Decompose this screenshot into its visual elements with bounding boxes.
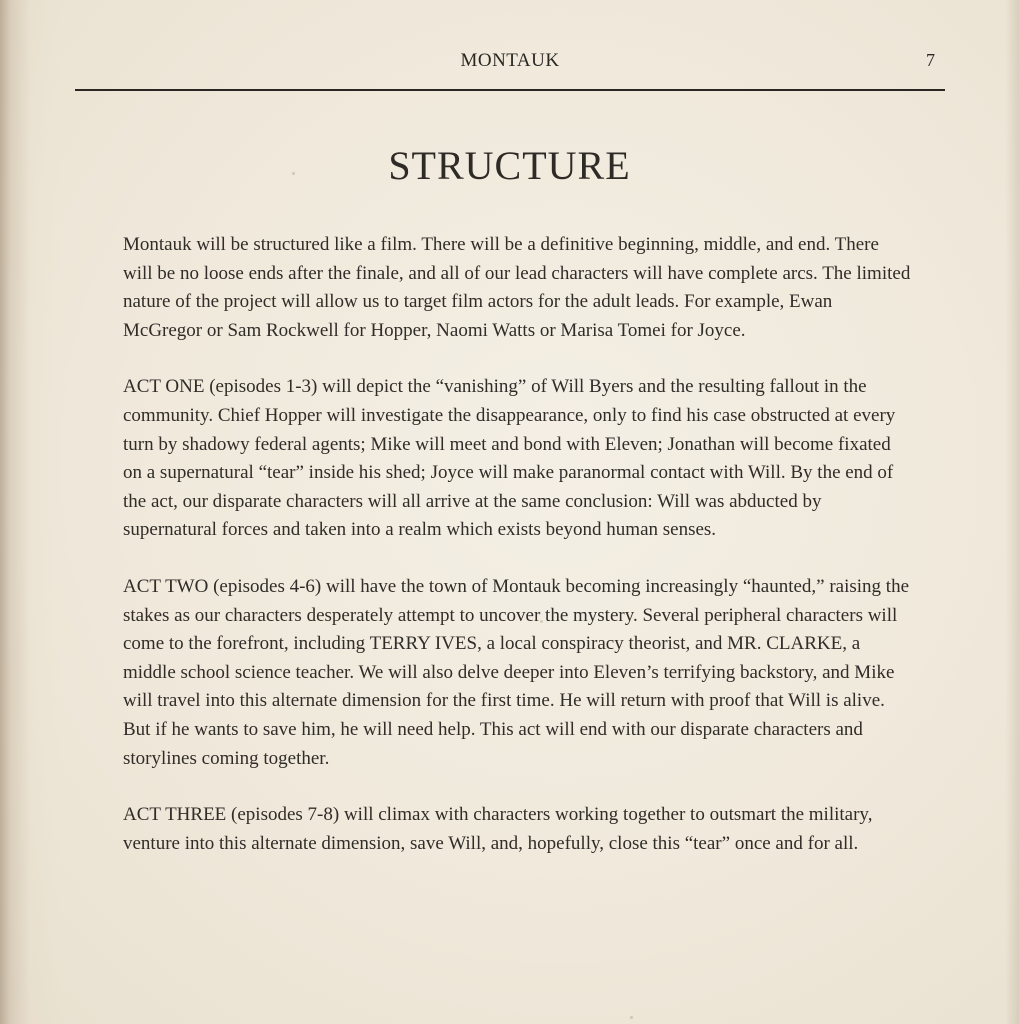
paragraph-act-three: ACT THREE (episodes 7-8) will climax with characters working together to outsmart the military, venture into this alternate dimension, save Will, and, hopefully, close this “tear” once and for all. <box>123 804 873 854</box>
paragraph-act-two: ACT TWO (episodes 4-6) will have the town of Montauk becoming increasingly “haunted,” raising the stakes as our characters desperately attempt to uncover the mystery. Several peripheral characters will come to the forefront, including TERRY IVES, a local conspiracy theorist, and MR. CLARKE, a middle school science teacher. We will also delve deeper into Eleven’s terrifying backstory, and Mike will travel into this alternate dimension for the first time. He will return with proof that Will is alive. But if he wants to save him, he will need help. This act will end with our disparate characters and storylines coming together. <box>123 575 910 769</box>
paragraph-act-one: ACT ONE (episodes 1-3) will depict the “vanishing” of Will Byers and the resulting fallout in the community. Chief Hopper will investigate the disappearance, only to find his case obstructed at every turn by shadowy federal agents; Mike will meet and bond with Eleven; Jonathan will become fixated on a supernatural “tear” inside his shed; Joyce will make paranormal contact with Will. By the end of the act, our disparate characters will all arrive at the same conclusion: Will was abducted by supernatural forces and taken into a realm which exists beyond human senses. <box>123 376 896 541</box>
header-rule <box>75 89 945 91</box>
paragraph-intro: Montauk will be structured like a film. There will be a definitive beginning, middle, and end. There will be no loose ends after the finale, and all of our lead characters will have complete arcs. The limited nature of the project will allow us to target film actors for the adult leads. For example, Ewan McGregor or Sam Rockwell for Hopper, Naomi Watts or Marisa Tomei for Joyce. <box>123 234 911 341</box>
paper-speck <box>630 1016 633 1019</box>
running-header <box>75 50 945 74</box>
running-title: MONTAUK <box>460 50 560 71</box>
paper-speck <box>540 620 543 623</box>
page-number: 7 <box>926 50 935 70</box>
body-text <box>123 231 913 886</box>
section-title: STRUCTURE <box>388 143 631 188</box>
paper-speck <box>292 172 295 175</box>
